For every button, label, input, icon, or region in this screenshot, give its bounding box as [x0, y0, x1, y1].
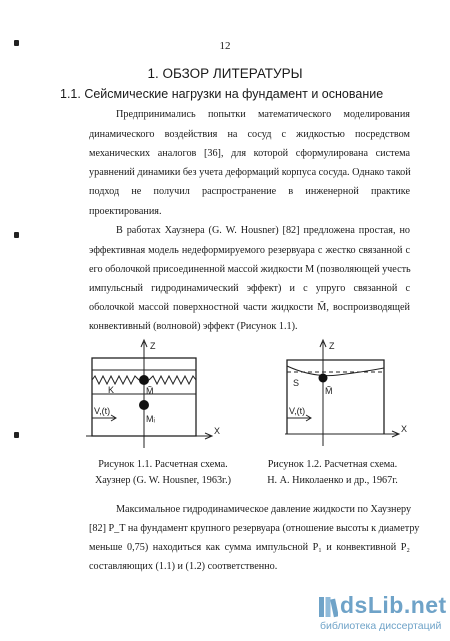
text-line: подход не получил распространение в инженерной практике: [89, 186, 410, 197]
text-line: оболочкой массой поверхностной части жидкости M̃, воспроизводящей: [89, 302, 410, 313]
figure2-caption-line: Рисунок 1.2. Расчетная схема.: [267, 459, 398, 470]
mass-label: M̃: [325, 386, 333, 396]
text-line: составляющих (1.1) и (1.2) соответственно.: [89, 561, 278, 572]
figure1-caption-line: Рисунок 1.1. Расчетная схема.: [98, 459, 228, 470]
text-line: механических аналогов [36], для которой сформулирована система: [89, 148, 410, 159]
x-axis-label: X: [401, 424, 408, 434]
convective-mass: [139, 375, 149, 385]
figure-housner-scheme: [82, 336, 232, 452]
dslib-watermark: [318, 592, 447, 638]
text-line: импульсный гидродинамический эффект) и с упруго связанной с: [89, 283, 410, 294]
impulsive-mass: [139, 400, 149, 410]
text-line: уравнений динамики без учета деформаций корпуса сосуда. Однако такой: [89, 167, 411, 178]
spring-right: [149, 376, 196, 384]
text-line: Предпринимались попытки математического моделирования: [116, 109, 410, 120]
figure-nikolaenko-scheme: [283, 336, 413, 452]
scan-mark: [14, 232, 19, 238]
liquid-surface: [287, 366, 384, 376]
z-axis-label: Z: [150, 341, 156, 351]
book-logo-icon: [318, 595, 338, 619]
chapter-heading: 1. ОБЗОР ЛИТЕРАТУРЫ: [147, 66, 303, 81]
spring-left: [92, 376, 139, 384]
text-line: проектирования.: [89, 206, 162, 217]
ground-velocity-label: V,(t): [289, 406, 306, 416]
watermark-subtitle: библиотека диссертаций: [320, 620, 442, 632]
scan-mark: [14, 432, 19, 438]
text-line: В работах Хаузнера (G. W. Housner) [82] предложена простая, но: [116, 225, 410, 236]
z-axis-label: Z: [329, 341, 335, 351]
text-line: [82] P_T на фундамент крупного резервуара (отношение высоты к диаметру: [89, 523, 420, 534]
text-line: конвективный (волновой) эффект (Рисунок 1.1).: [89, 321, 298, 332]
text-line: его оболочкой присоединенной массой жидкости M (позволяющей учесть: [89, 264, 411, 275]
convective-mass-label: M̃: [146, 386, 154, 396]
figure2-caption-line: Н. А. Николаенко и др., 1967г.: [267, 475, 398, 486]
text-line: Максимальное гидродинамическое давление жидкости по Хаузнеру: [116, 504, 412, 515]
figure1-caption-line: Хаузнер (G. W. Housner, 1963г.): [94, 475, 232, 486]
ground-velocity-label: V,(t): [94, 406, 111, 416]
text-line: меньше 0,75) находиться как сумма импульсной P₁ и конвективной P₂: [89, 542, 410, 553]
spring-label: K: [108, 385, 115, 395]
text-line: эффективная модель недеформируемого резервуара с жестко связанной с: [89, 245, 410, 256]
spring-label: S: [293, 378, 300, 388]
watermark-brand: dsLib.net: [340, 592, 447, 618]
sloshing-mass: [319, 374, 328, 383]
section-heading: 1.1. Сейсмические нагрузки на фундамент и основание: [60, 87, 384, 101]
page-number: 12: [219, 40, 231, 52]
impulsive-mass-label: Mᵢ: [146, 414, 155, 424]
text-line: динамического воздействия на сосуд с жидкостью посредством: [89, 129, 410, 140]
x-axis-label: X: [214, 426, 221, 436]
